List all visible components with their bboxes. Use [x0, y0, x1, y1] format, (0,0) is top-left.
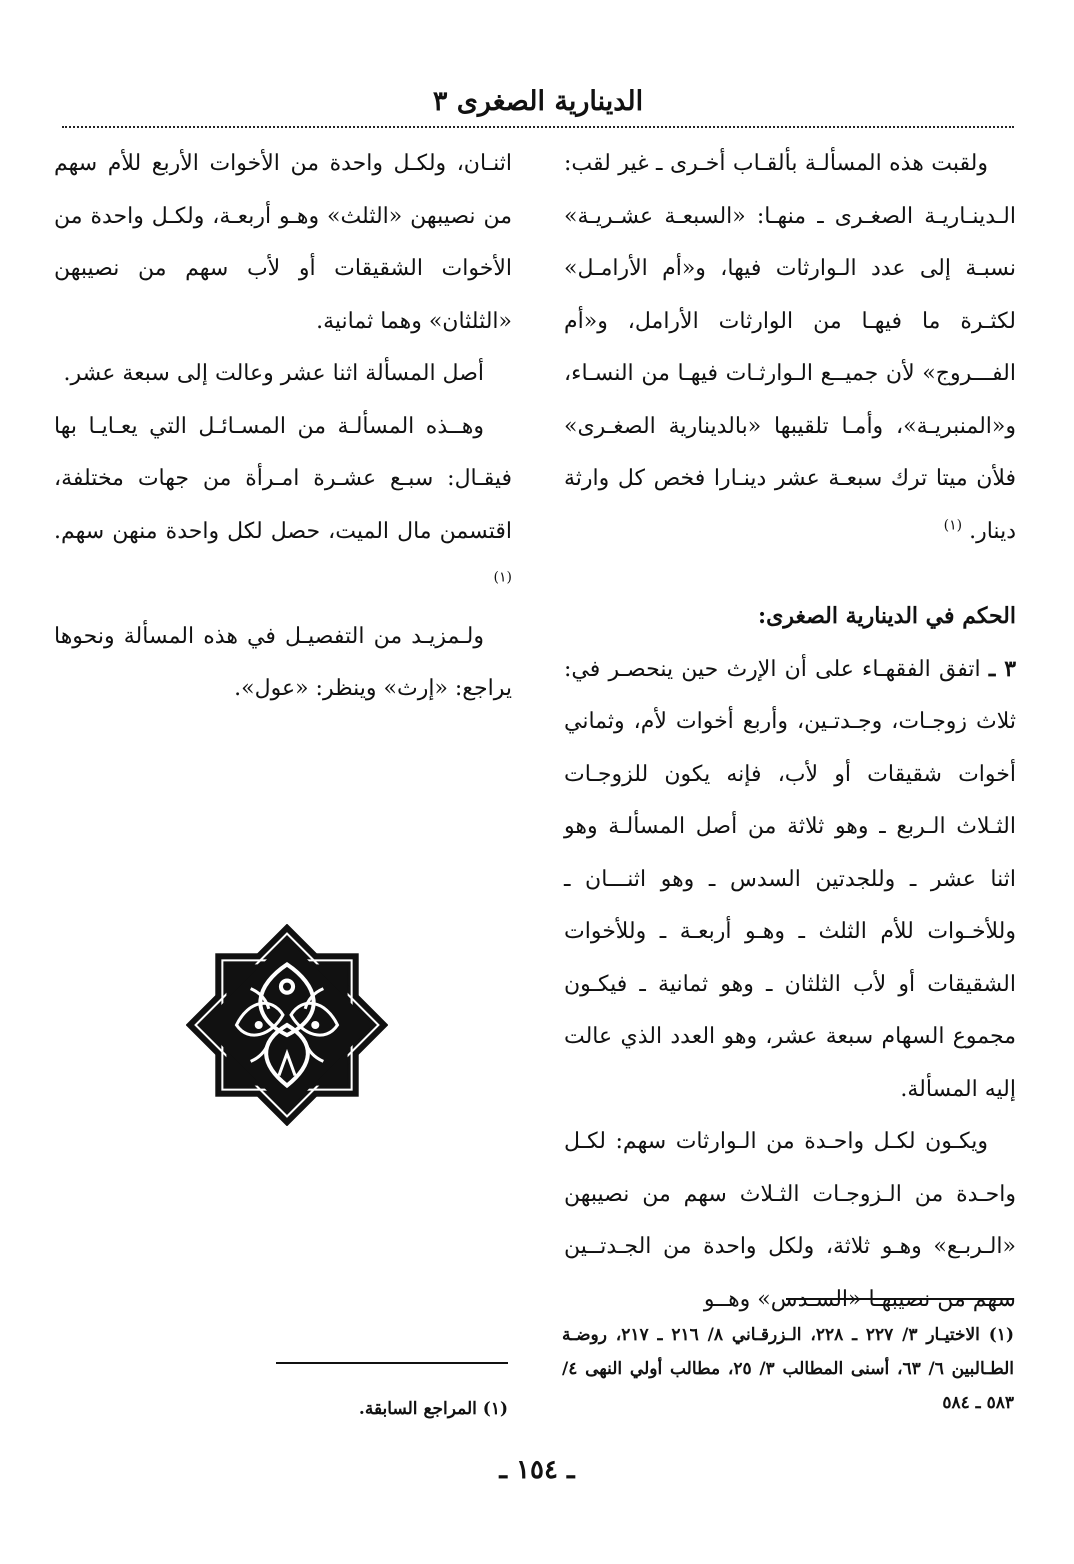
header-dotted-rule [62, 126, 1014, 128]
paragraph-asl: أصل المسألة اثنا عشر وعالت إلى سبعة عشر. [63, 361, 484, 386]
paragraph-hukm [564, 643, 1016, 1117]
paragraph-hukm-text: اتفق الفقهـاء على أن الإرث حين ينحصـر في: ثلاث زوجـات، وجـدتـين، وأربع أخوات لأم، وثماني أخوات شقيقات أو لأب، فإنه يكون للزوجـات الثـلاث الـربع ـ وهو ثلاثة من أصل المسألـة وهو اثنا عشر ـ وللجدتين السدس ـ وهو اثنـــان ـ وللأخـوات للأم الثلث ـ وهـو أربعـة ـ وللأخوات الشقيقات أو لأب الثلثان ـ وهو ثمانية ـ فيكـون مجموع السهام سبعة عشر، وهو العدد الذي عالت إليه المسألة. [564, 656, 1017, 1102]
footnote-rule-left [276, 1362, 508, 1364]
paragraph-number: ٣ ـ [988, 655, 1017, 682]
paragraph-shares: ويكـون لكـل واحـدة من الـوارثات سهم: لكـل واحـدة من الـزوجـات الثـلاث سهم من نصيبهن «الـربـع» وهـو ثلاثة، ولكل واحدة من الجـدتــين سهم من نصيبهـا «السـدس» وهــو [564, 1129, 1016, 1312]
paragraph-riddle [54, 401, 512, 611]
footnote-right: (١) الاختيـار ٣/ ٢٢٧ ـ ٢٢٨، الـزرقـاني ٨/ ٢١٦ ـ ٢١٧، روضـة الطـالبين ٦/ ٦٣، أسنى المطالب ٣/ ٢٥، مطالب أولي النهى ٤/ ٥٨٣ ـ ٥٨٤ [562, 1325, 1014, 1413]
footnote-left: (١) المراجع السابقة. [358, 1399, 508, 1419]
paragraph-alqab [564, 138, 1016, 558]
page-number: ـ ١٥٤ ـ [499, 1455, 575, 1485]
arabesque-star-ornament-icon [186, 924, 388, 1126]
footnote-rule-right [786, 1298, 1014, 1300]
section-heading: الحكم في الدينارية الصغرى: [758, 603, 1016, 629]
paragraph-alqab-text: ولقبت هذه المسألـة بألقـاب أخـرى ـ غير لقب: الـدينـاريـة الصغـرى ـ منهـا: «السبعـة عشـريـة» نسبـة إلى عدد الـوارثات فيها، و«أم الأرامـل» لكثـرة ما فيهـا من الوارثات الأرامل، و«أم الفـــروج» لأن جميــع الـوارثـات فيهـا من النسـاء، و«المنبريـة»، وأمـا تلقيبها «بالدينارية الصغـرى» فلأن ميتا ترك سبعـة عشر دينـارا فخص كل وارثة دينار. [564, 151, 1016, 544]
footnote-marker: (١) [943, 517, 963, 534]
paragraph-continuation: اثنـان، ولكـل واحدة من الأخوات الأربع للأم سهم من نصيبهن «الثلث» وهـو أربعـة، ولكـل واحدة من الأخوات الشقيقات أو لأب سهم من نصيبهن «الثلثان» وهما ثمانية. [54, 151, 512, 334]
right-column [564, 138, 1016, 1326]
running-head: الدينارية الصغرى ٣ [432, 86, 644, 117]
left-column [54, 138, 512, 716]
paragraph-riddle-text: وهــذه المسألـة من المسـائـل التي يعـايـا بها فيقـال: سبـع عشـرة امـرأة من جهات مختلفة، اقتسمن مال الميت، حصل لكل واحدة منهن سهم. [54, 413, 512, 544]
footnote-marker: (١) [493, 569, 512, 586]
paragraph-references: ولـمزيـد من التفصيـل في هذه المسألة ونحوها يراجع: «إرث» وينظر: «عول». [54, 623, 512, 701]
